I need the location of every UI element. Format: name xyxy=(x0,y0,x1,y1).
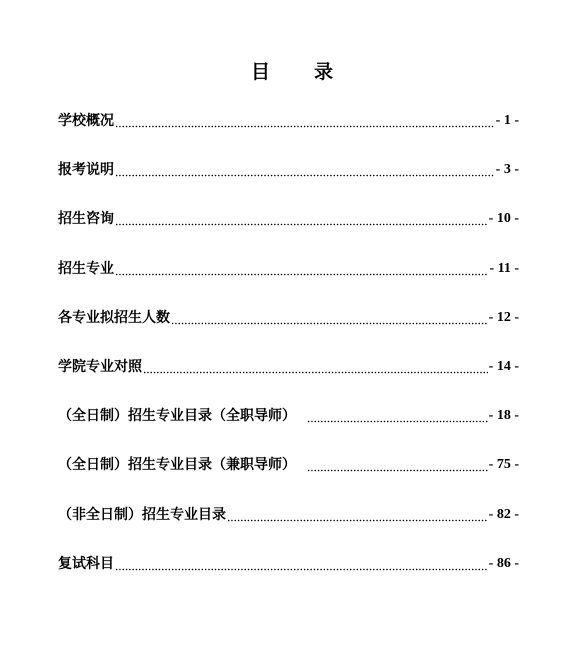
toc-entry-school-overview[interactable] xyxy=(58,108,519,130)
toc-leader-dots xyxy=(307,407,488,425)
toc-entry-page: - 86 - xyxy=(488,556,519,571)
toc-entry-page: - 1 - xyxy=(495,113,519,128)
toc-entry-page: - 11 - xyxy=(489,261,519,276)
toc-entry-label: 学校概况 xyxy=(58,113,114,129)
toc-leader-dots xyxy=(227,506,488,524)
toc-leader-dots xyxy=(115,112,495,130)
toc-leader-dots xyxy=(115,555,488,573)
toc-entry-enrollment-inquiry[interactable] xyxy=(58,206,519,228)
toc-entry-parttime-catalog[interactable] xyxy=(58,502,519,524)
toc-title-part2: 录 xyxy=(314,61,334,83)
toc-entry-page: - 12 - xyxy=(488,310,519,325)
toc-title xyxy=(0,57,584,84)
toc-leader-dots xyxy=(171,309,488,327)
toc-entry-reexam-subjects[interactable] xyxy=(58,551,519,573)
toc-entry-page: - 14 - xyxy=(488,359,519,374)
toc-leader-dots xyxy=(307,456,488,474)
toc-entry-fulltime-parttime-advisors[interactable] xyxy=(58,452,519,474)
toc-entry-page: - 75 - xyxy=(488,457,519,472)
toc-entry-label: 各专业拟招生人数 xyxy=(58,310,170,326)
toc-entry-college-major-mapping[interactable] xyxy=(58,354,519,376)
toc-entry-planned-enrollment[interactable] xyxy=(58,305,519,327)
toc-entry-page: - 10 - xyxy=(488,211,519,226)
toc-entry-page: - 3 - xyxy=(495,162,519,177)
toc-entry-label: 招生咨询 xyxy=(58,211,114,227)
toc-entry-label: （全日制）招生专业目录（全职导师） xyxy=(58,408,296,424)
toc-entry-label: 复试科目 xyxy=(58,556,114,572)
toc-title-part1: 目 xyxy=(250,61,270,83)
toc-entry-page: - 18 - xyxy=(488,408,519,423)
toc-entry-label: 学院专业对照 xyxy=(58,359,142,375)
toc-leader-dots xyxy=(115,161,495,179)
toc-entry-label: 报考说明 xyxy=(58,162,114,178)
toc-entry-label: （非全日制）招生专业目录 xyxy=(58,507,226,523)
toc-entry-label: （全日制）招生专业目录（兼职导师） xyxy=(58,457,296,473)
toc-entry-page: - 82 - xyxy=(488,507,519,522)
toc-leader-dots xyxy=(115,210,488,228)
toc-leader-dots xyxy=(115,260,488,278)
toc-entry-enrollment-majors[interactable] xyxy=(58,256,519,278)
toc-entry-label: 招生专业 xyxy=(58,261,114,277)
toc-entry-application-notes[interactable] xyxy=(58,157,519,179)
toc-entry-fulltime-fulltime-advisors[interactable] xyxy=(58,403,519,425)
toc-leader-dots xyxy=(143,358,488,376)
